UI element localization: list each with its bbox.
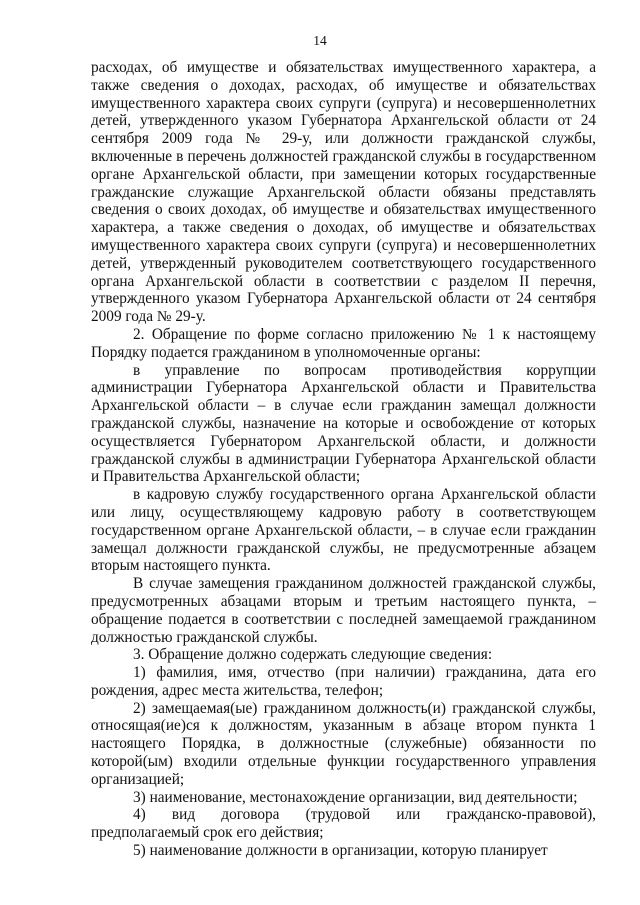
page-number: 14 bbox=[313, 33, 327, 48]
paragraph-4: в кадровую службу государственного органа Архангельской области или лицу, осуществляющему кадровую работу в соответствующем государственном органе Архангельской области, – в случае если гражданин замещал должности гражданской службы, не предусмотренные абзацем вторым настоящего пункта. bbox=[91, 486, 596, 575]
paragraph-1: расходах, об имуществе и обязательствах имущественного характера, а также сведения о доходах, расходах, об имуществе и обязательствах имущественного характера своих супруги (супруга) и несовершеннолетних детей, утвержденного указом Губернатора Архангельской области от 24 сентября 2009 года № 29-у, или должности гражданской службы, включенные в перечень должностей гражданской службы в государственном органе Архангельской области, при замещении которых государственные гражданские служащие Архангельской области обязаны представлять сведения о своих доходах, об имуществе и обязательствах имущественного характера, а также сведения о доходах, об имуществе и обязательствах имущественного характера своих супруги (супруга) и несовершеннолетних детей, утвержденный руководителем соответствующего государственного органа Архангельской области в соответствии с разделом II перечня, утвержденного указом Губернатора Архангельской области от 24 сентября 2009 года № 29-у. bbox=[91, 59, 596, 326]
paragraph-5: В случае замещения гражданином должностей гражданской службы, предусмотренных абзацами вторым и третьим настоящего пункта, – обращение подается в соответствии с последней замещаемой гражданином должностью гражданской службы. bbox=[91, 575, 596, 646]
paragraph-10: 4) вид договора (трудовой или гражданско-правовой), предполагаемый срок его действия; bbox=[91, 806, 596, 842]
paragraph-8: 2) замещаемая(ые) гражданином должность(и) гражданской службы, относящая(ие)ся к должностям, указанным в абзаце втором пункта 1 настоящего Порядка, в должностные (служебные) обязанности по которой(ым) входили отдельные функции государственного управления организацией; bbox=[91, 699, 596, 788]
paragraph-11: 5) наименование должности в организации, которую планирует bbox=[133, 842, 548, 860]
document-body bbox=[91, 59, 596, 860]
paragraph-9: 3) наименование, местонахождение организации, вид деятельности; bbox=[133, 788, 578, 806]
paragraph-7: 1) фамилия, имя, отчество (при наличии) гражданина, дата его рождения, адрес места жительства, телефон; bbox=[91, 664, 596, 699]
paragraph-2: 2. Обращение по форме согласно приложению № 1 к настоящему Порядку подается гражданином в уполномоченные органы: bbox=[91, 325, 596, 361]
paragraph-3: в управление по вопросам противодействия коррупции администрации Губернатора Архангельской области и Правительства Архангельской области – в случае если гражданин замещал должности гражданской службы, назначение на которые и освобождение от которых осуществляется Губернатором Архангельской области, и должности гражданской службы в администрации Губернатора Архангельской области и Правительства Архангельской области; bbox=[91, 361, 596, 486]
paragraph-6: 3. Обращение должно содержать следующие сведения: bbox=[133, 646, 493, 664]
